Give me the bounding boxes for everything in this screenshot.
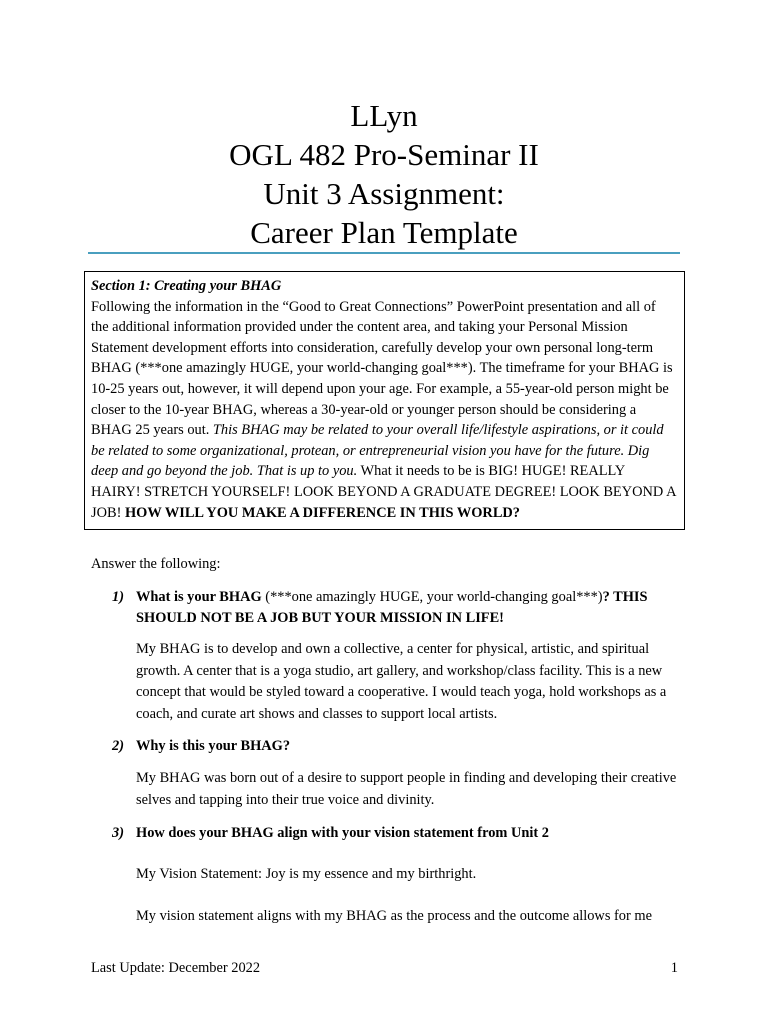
title-author: LLyn: [350, 98, 418, 133]
question-3-bold: How does your BHAG align with your vision statement from Unit 2: [136, 825, 549, 841]
section-1-heading: Section 1: Creating your BHAG: [91, 278, 282, 294]
document-title: [0, 96, 768, 252]
question-2: [112, 736, 682, 757]
title-divider: [88, 252, 680, 254]
question-2-bold: Why is this your BHAG?: [136, 738, 291, 754]
question-1-bold-end: ? THIS SHOULD NOT BE A JOB BUT YOUR MISSION IN LIFE!: [136, 589, 648, 626]
section-1-text-bold: HOW WILL YOU MAKE A DIFFERENCE IN THIS WORLD?: [124, 504, 521, 521]
footer-last-update: Last Update: December 2022: [91, 960, 261, 976]
question-1-bold: What is your BHAG: [136, 589, 262, 605]
question-1-number: 1): [112, 589, 124, 605]
title-unit: Unit 3 Assignment:: [263, 176, 505, 211]
section-1-text-a: Following the information in the “Good to Great Connections” PowerPoint presentation and all of the additional information provided under the content area, and taking your Personal Mission Statement development efforts into consideration, carefully develop your own personal long-term BHAG (***one amazingly HUGE, your world-changing goal***). The timeframe for your BHAG is 10-25 years out, however, it will depend upon your age. For example, a 55-year-old person might be closer to the 10-year BHAG, whereas a 30-year-old or younger person should be considering a BHAG 25 years out.: [91, 298, 673, 439]
question-2-number: 2): [112, 738, 124, 754]
section-1-text-b: What it needs to be is BIG! HUGE! REALLY HAIRY! STRETCH YOURSELF! LOOK BEYOND A GRADUATE DEGREE! LOOK BEYOND A JOB!: [91, 463, 676, 521]
section-1-text-italic: This BHAG may be related to your overall life/lifestyle aspirations, or it could be related to some organizational, protean, or entrepreneurial vision you have for the future. Dig deep and go beyond the job. That is up to you.: [91, 422, 664, 480]
question-3: [112, 823, 682, 844]
answer-3-alignment: My vision statement aligns with my BHAG as the process and the outcome allows for me: [136, 908, 652, 924]
question-3-number: 3): [112, 825, 124, 841]
page-number: 1: [670, 960, 678, 976]
section-1-box: [84, 271, 685, 530]
answer-3-vision: My Vision Statement: Joy is my essence and my birthright.: [136, 866, 477, 882]
question-1-normal: (***one amazingly HUGE, your world-changing goal***): [261, 589, 603, 605]
question-1: [112, 587, 682, 628]
answer-1: My BHAG is to develop and own a collective, a center for physical, artistic, and spiritual growth. A center that is a yoga studio, art gallery, and workshop/class facility. This is a new concept that would be styled toward a cooperative. I would teach yoga, hold workshops as a coach, and curate art shows and classes to support local artists.: [136, 641, 667, 722]
answer-intro: Answer the following:: [91, 556, 221, 572]
title-course: OGL 482 Pro-Seminar II: [229, 137, 539, 172]
title-template: Career Plan Template: [250, 215, 518, 250]
answer-2: My BHAG was born out of a desire to support people in finding and developing their creative selves and tapping into their true voice and divinity.: [136, 770, 677, 808]
